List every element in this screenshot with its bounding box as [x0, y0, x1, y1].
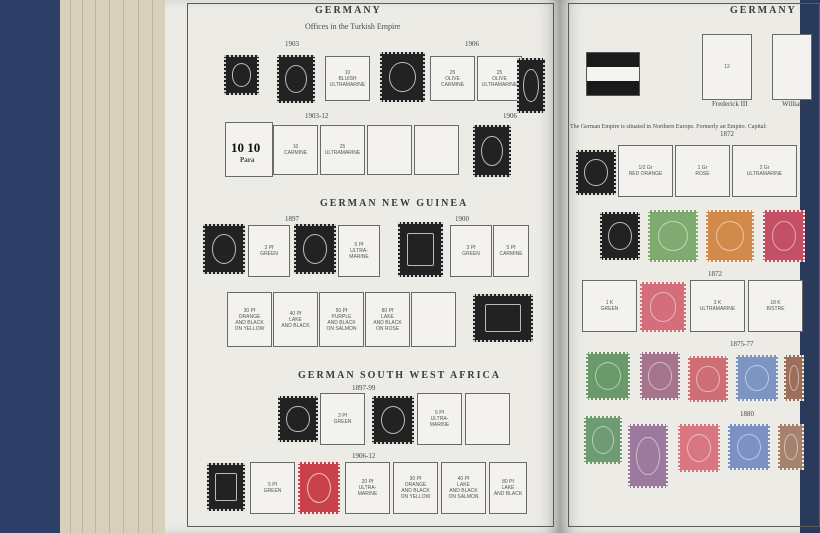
- stamp-space: 25 OLIVE CARMINE: [430, 56, 475, 101]
- flag-stripe: [587, 53, 639, 67]
- stamp: [678, 424, 720, 472]
- flag-stripe: [587, 81, 639, 95]
- year-label: 1903: [285, 40, 299, 48]
- stamp: [278, 396, 318, 442]
- stamp-space: 25 OLIVE ULTRAMARINE: [477, 56, 522, 101]
- stamp-space: 40 Pf LAKE AND BLACK: [273, 292, 318, 347]
- stamp: [600, 212, 640, 260]
- stamp: [586, 352, 630, 400]
- portrait-space: [772, 34, 812, 100]
- year-label: 1897: [285, 215, 299, 223]
- stamp-space: 3 Pf GREEN: [320, 393, 365, 445]
- stamp-space: 80 Pf LAKE AND BLACK ON ROSE: [365, 292, 410, 347]
- year-label: 1903-12: [305, 112, 329, 120]
- stamp: [706, 210, 754, 262]
- stamp-space: 1 K GREEN: [582, 280, 637, 332]
- flag-stripe: [587, 67, 639, 81]
- stamp-space: 30 Pf ORANGE AND BLACK ON YELLOW: [227, 292, 272, 347]
- national-flag: [586, 52, 640, 96]
- stamp: [778, 424, 804, 470]
- stamp-space: 25 ULTRAMARINE: [320, 125, 365, 175]
- stamp-space: 20 Pf ULTRA- MARINE: [345, 462, 390, 514]
- portrait-caption: Frederick III: [712, 100, 748, 108]
- stamp-space: 80 Pf LAKE AND BLACK: [489, 462, 527, 514]
- stamp: [728, 424, 770, 470]
- stamp-space: 10 BLUISH ULTRAMARINE: [325, 56, 370, 101]
- stamp: [372, 396, 414, 444]
- surcharge-value: 10 10: [231, 140, 261, 155]
- surcharge-unit: Para: [240, 156, 255, 164]
- year-label: 1872: [720, 130, 734, 138]
- stamp: [736, 355, 778, 401]
- stamp: [277, 55, 315, 103]
- country-title: GERMANY: [315, 5, 382, 16]
- stamp-space: 3 Pf GREEN: [450, 225, 492, 277]
- stamp-space: 5 Pf GREEN: [250, 462, 295, 514]
- year-label: 1880: [740, 410, 754, 418]
- stamp: [628, 424, 668, 488]
- stamp-space: 40 Pf LAKE AND BLACK ON SALMON: [441, 462, 486, 514]
- stamp-space: 2 Gr ULTRAMARINE: [732, 145, 797, 197]
- left-album-page: [165, 0, 560, 533]
- stamp: [763, 210, 805, 262]
- stamp: [207, 463, 245, 511]
- stamp-space: [414, 125, 459, 175]
- section-title: GERMAN NEW GUINEA: [320, 198, 469, 209]
- right-album-page: [560, 0, 805, 533]
- country-title: GERMANY: [730, 5, 797, 16]
- stamp-space: 3 K ULTRAMARINE: [690, 280, 745, 332]
- stamp-space: [411, 292, 456, 347]
- stamp: [398, 222, 443, 277]
- stamp: [576, 150, 616, 195]
- year-label: 1875-77: [730, 340, 754, 348]
- year-label: 1900: [455, 215, 469, 223]
- stamp: [517, 58, 545, 113]
- country-intro: The German Empire is situated in Northern Europe. Formerly an Empire. Capital:: [570, 124, 767, 130]
- year-label: 1872: [708, 270, 722, 278]
- page-stack-edge: [60, 0, 180, 533]
- stamp: [473, 294, 533, 342]
- stamp: [473, 125, 511, 177]
- section-title: GERMAN SOUTH WEST AFRICA: [298, 370, 501, 381]
- year-label: 1906: [465, 40, 479, 48]
- stamp-space: 5 Pf ULTRA- MARINE: [338, 225, 380, 277]
- stamp: [640, 352, 680, 400]
- stamp-space: 1/2 Gr RED ORANGE: [618, 145, 673, 197]
- stamp-space: 3 Pf GREEN: [248, 225, 290, 277]
- stamp-space: [465, 393, 510, 445]
- stamp-space: 5 Pf ULTRA- MARINE: [417, 393, 462, 445]
- stamp-space: 1 Gr ROSE: [675, 145, 730, 197]
- year-label: 1897-99: [352, 384, 376, 392]
- stamp: [640, 282, 686, 332]
- stamp: [784, 355, 804, 401]
- stamp-space: 5 Pf CARMINE: [493, 225, 529, 277]
- album-cover-edge: [0, 0, 60, 533]
- stamp: [298, 462, 340, 514]
- stamp: [224, 55, 259, 95]
- stamp: [688, 356, 728, 402]
- stamp-space: 30 Pf ORANGE AND BLACK ON YELLOW: [393, 462, 438, 514]
- stamp-space: [367, 125, 412, 175]
- stamp-space: 10 CARMINE: [273, 125, 318, 175]
- year-label: 1906-12: [352, 452, 376, 460]
- portrait-caption: William: [782, 100, 805, 108]
- year-label: 1906: [503, 112, 517, 120]
- portrait-space: 12: [702, 34, 752, 100]
- stamp: [380, 52, 425, 102]
- country-subtitle: Offices in the Turkish Empire: [305, 22, 401, 31]
- stamp: [294, 224, 336, 274]
- stamp: [584, 416, 622, 464]
- stamp-space: 18 K BISTRE: [748, 280, 803, 332]
- stamp: [648, 210, 698, 262]
- stamp-space: 50 Pf PURPLE AND BLACK ON SALMON: [319, 292, 364, 347]
- stamp: [203, 224, 245, 274]
